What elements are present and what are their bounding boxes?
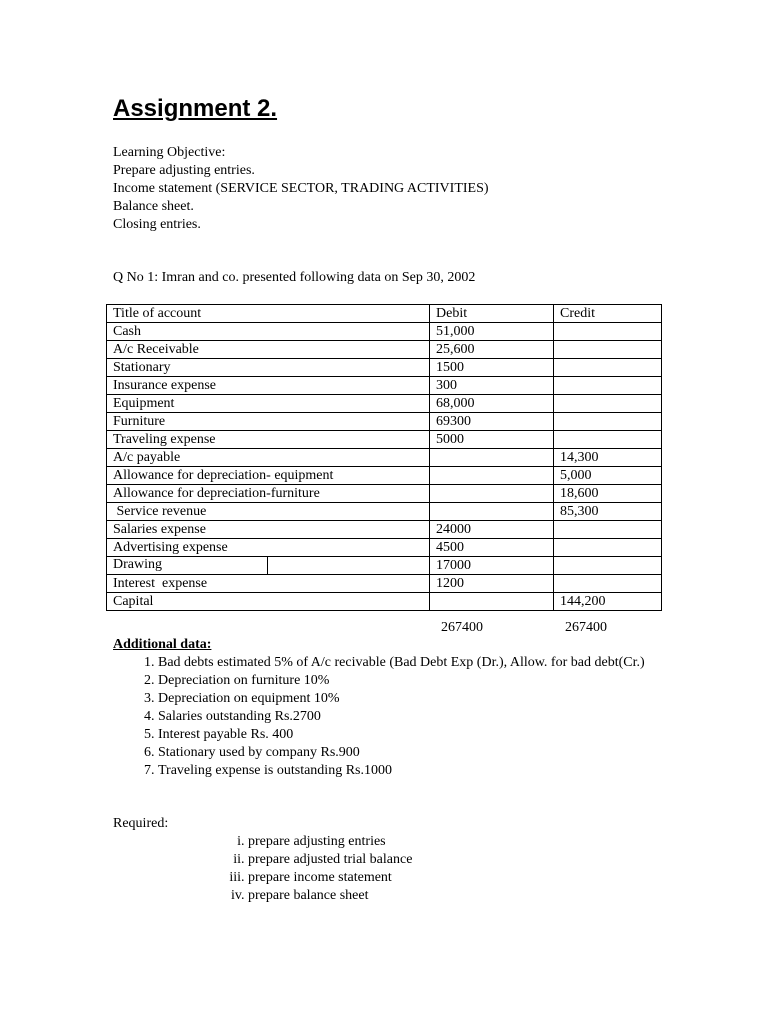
table-row [107, 557, 662, 575]
table-header-row [107, 305, 662, 323]
debit-cell: 1500 [430, 359, 554, 377]
table-row [107, 539, 662, 557]
debit-cell: 17000 [430, 557, 554, 575]
list-item: iv. prepare balance sheet [248, 887, 412, 905]
account-title: A/c Receivable [107, 341, 430, 359]
table-row [107, 521, 662, 539]
account-title: Insurance expense [107, 377, 430, 395]
objectives-block [113, 144, 489, 234]
credit-cell: 5,000 [554, 467, 662, 485]
credit-cell [554, 539, 662, 557]
debit-cell [430, 485, 554, 503]
credit-cell [554, 575, 662, 593]
list-item: 3. Depreciation on equipment 10% [158, 690, 678, 708]
table-row [107, 395, 662, 413]
credit-cell: 85,300 [554, 503, 662, 521]
credit-cell [554, 521, 662, 539]
trial-balance-table [106, 304, 662, 611]
account-title: Capital [107, 593, 430, 611]
list-item: iii. prepare income statement [248, 869, 412, 887]
list-item: 4. Salaries outstanding Rs.2700 [158, 708, 678, 726]
table-row [107, 503, 662, 521]
debit-cell: 4500 [430, 539, 554, 557]
list-item: 5. Interest payable Rs. 400 [158, 726, 678, 744]
debit-cell [430, 593, 554, 611]
objective-line: Learning Objective: [113, 145, 226, 160]
account-title: A/c payable [107, 449, 430, 467]
table-row [107, 359, 662, 377]
account-title: Service revenue [107, 503, 430, 521]
list-item: 2. Depreciation on furniture 10% [158, 672, 678, 690]
credit-cell [554, 557, 662, 575]
table-row [107, 593, 662, 611]
table-row [107, 377, 662, 395]
account-title: Cash [107, 323, 430, 341]
objective-line: Income statement (SERVICE SECTOR, TRADING ACTIVITIES) [113, 181, 489, 196]
debit-cell [430, 503, 554, 521]
required-section [113, 815, 412, 905]
page-title: Assignment 2. [113, 95, 278, 122]
debit-cell: 24000 [430, 521, 554, 539]
total-credit: 267400 [565, 620, 607, 635]
account-title [107, 557, 430, 575]
objective-line: Balance sheet. [113, 199, 194, 214]
debit-cell [430, 449, 554, 467]
credit-cell: 14,300 [554, 449, 662, 467]
question-text: Q No 1: Imran and co. presented following data on Sep 30, 2002 [113, 270, 476, 285]
list-item: 1. Bad debts estimated 5% of A/c recivable (Bad Debt Exp (Dr.), Allow. for bad debt(Cr.) [158, 654, 678, 672]
table-row [107, 323, 662, 341]
account-title: Allowance for depreciation- equipment [107, 467, 430, 485]
total-debit: 267400 [441, 620, 483, 635]
table-row [107, 431, 662, 449]
debit-cell: 5000 [430, 431, 554, 449]
credit-cell: 18,600 [554, 485, 662, 503]
objective-line: Prepare adjusting entries. [113, 163, 255, 178]
list-item: i. prepare adjusting entries [248, 833, 412, 851]
account-title: Furniture [107, 413, 430, 431]
required-heading: Required: [113, 816, 169, 831]
account-title: Stationary [107, 359, 430, 377]
debit-cell: 69300 [430, 413, 554, 431]
additional-data-list [113, 654, 678, 780]
credit-cell [554, 413, 662, 431]
credit-cell [554, 395, 662, 413]
drawing-label: Drawing [113, 557, 268, 574]
debit-cell: 300 [430, 377, 554, 395]
debit-cell: 68,000 [430, 395, 554, 413]
credit-cell [554, 341, 662, 359]
account-title: Equipment [107, 395, 430, 413]
debit-cell: 51,000 [430, 323, 554, 341]
additional-data-heading: Additional data: [113, 637, 212, 652]
debit-cell: 1200 [430, 575, 554, 593]
account-title: Advertising expense [107, 539, 430, 557]
header-title: Title of account [107, 305, 430, 323]
credit-cell [554, 377, 662, 395]
header-debit: Debit [430, 305, 554, 323]
list-item: 6. Stationary used by company Rs.900 [158, 744, 678, 762]
account-title: Interest expense [107, 575, 430, 593]
list-item: ii. prepare adjusted trial balance [248, 851, 412, 869]
table-row [107, 485, 662, 503]
account-title: Salaries expense [107, 521, 430, 539]
credit-cell [554, 323, 662, 341]
list-item: 7. Traveling expense is outstanding Rs.1000 [158, 762, 678, 780]
table-row [107, 413, 662, 431]
required-list [113, 833, 412, 905]
credit-cell [554, 431, 662, 449]
table-row [107, 467, 662, 485]
debit-cell [430, 467, 554, 485]
table-row [107, 449, 662, 467]
credit-cell: 144,200 [554, 593, 662, 611]
account-title: Allowance for depreciation-furniture [107, 485, 430, 503]
account-title: Traveling expense [107, 431, 430, 449]
table-row [107, 341, 662, 359]
debit-cell: 25,600 [430, 341, 554, 359]
credit-cell [554, 359, 662, 377]
table-row [107, 575, 662, 593]
objective-line: Closing entries. [113, 217, 201, 232]
additional-data-section [113, 636, 678, 780]
header-credit: Credit [554, 305, 662, 323]
